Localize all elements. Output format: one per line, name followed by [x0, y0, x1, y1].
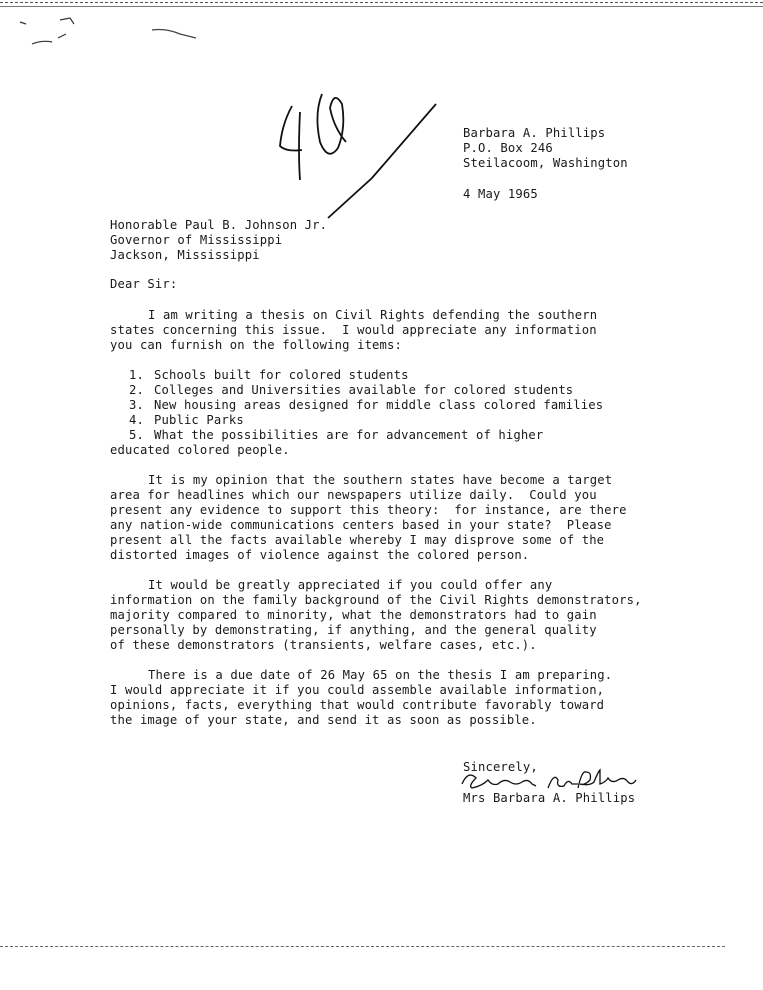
para2-line-3: present any evidence to support this theory: for instance, are there	[110, 503, 627, 517]
para2-line-6: distorted images of violence against the colored person.	[110, 548, 530, 562]
para4-line-2: I would appreciate it if you could assemble available information,	[110, 683, 605, 697]
para2-line-5: present all the facts available whereby I may disprove some of the	[110, 533, 605, 547]
recipient-city: Jackson, Mississippi	[110, 248, 260, 262]
list-item: 5. What the possibilities are for advancement of higher	[129, 428, 544, 442]
list-item: 3. New housing areas designed for middle class colored families	[129, 398, 604, 412]
para3-line-2: information on the family background of the Civil Rights demonstrators,	[110, 593, 642, 607]
typed-signature: Mrs Barbara A. Phillips	[463, 791, 636, 805]
recipient-title: Governor of Mississippi	[110, 233, 283, 247]
list-item: 2. Colleges and Universities available for colored students	[129, 383, 574, 397]
intro-line-1: I am writing a thesis on Civil Rights defending the southern	[148, 308, 598, 322]
para4-line-3: opinions, facts, everything that would contribute favorably toward	[110, 698, 605, 712]
para4-line-4: the image of your state, and send it as soon as possible.	[110, 713, 537, 727]
list-item-5-continuation: educated colored people.	[110, 443, 290, 457]
para3-line-5: of these demonstrators (transients, welfare cases, etc.).	[110, 638, 537, 652]
closing: Sincerely,	[463, 760, 538, 774]
scan-edge-bottom	[0, 946, 725, 947]
intro-line-3: you can furnish on the following items:	[110, 338, 403, 352]
para3-line-1: It would be greatly appreciated if you could offer any	[148, 578, 553, 592]
para3-line-4: personally by demonstrating, if anything, and the general quality	[110, 623, 597, 637]
letter-date: 4 May 1965	[463, 187, 538, 201]
sender-name: Barbara A. Phillips	[463, 126, 606, 140]
salutation: Dear Sir:	[110, 277, 178, 291]
intro-line-2: states concerning this issue. I would appreciate any information	[110, 323, 597, 337]
list-item: 4. Public Parks	[129, 413, 244, 427]
sender-box: P.O. Box 246	[463, 141, 553, 155]
para2-line-4: any nation-wide communications centers based in your state? Please	[110, 518, 612, 532]
para2-line-2: area for headlines which our newspapers utilize daily. Could you	[110, 488, 597, 502]
recipient-name: Honorable Paul B. Johnson Jr.	[110, 218, 328, 232]
list-item: 1. Schools built for colored students	[129, 368, 409, 382]
para4-line-1: There is a due date of 26 May 65 on the thesis I am preparing.	[148, 668, 613, 682]
para2-line-1: It is my opinion that the southern states have become a target	[148, 473, 613, 487]
sender-city: Steilacoom, Washington	[463, 156, 628, 170]
para3-line-3: majority compared to minority, what the demonstrators had to gain	[110, 608, 597, 622]
